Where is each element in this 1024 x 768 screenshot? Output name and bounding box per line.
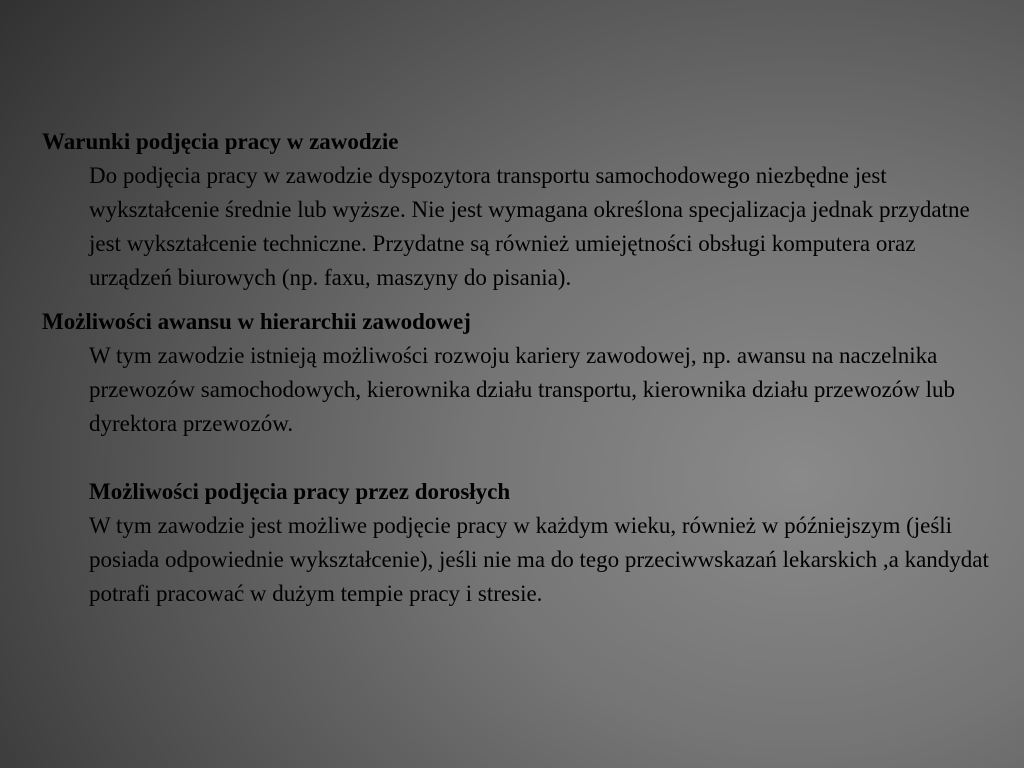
section-promotion	[42, 305, 992, 611]
subsection-body: W tym zawodzie jest możliwe podjęcie pracy w każdym wieku, również w późniejszym (jeśli posiada odpowiednie wykształcenie), jeśli nie ma do tego przeciwwskazań lekarskich ,a kandydat potrafi pracować w dużym tempie pracy i stresie.	[89, 513, 989, 606]
section-body: Do podjęcia pracy w zawodzie dyspozytora transportu samochodowego niezbędne jest wykształcenie średnie lub wyższe. Nie jest wymagana określona specjalizacja jednak przydatne jest wykształcenie techniczne. Przydatne są również umiejętności obsługi komputera oraz urządzeń biurowych (np. faxu, maszyny do pisania).	[89, 163, 970, 290]
slide-content	[42, 125, 992, 611]
subsection-heading: Możliwości podjęcia pracy przez dorosłych	[89, 479, 511, 504]
subsection-adult-employment	[89, 475, 992, 611]
section-heading: Warunki podjęcia pracy w zawodzie	[42, 129, 399, 154]
section-work-conditions	[42, 125, 992, 295]
section-heading: Możliwości awansu w hierarchii zawodowej	[42, 309, 471, 334]
section-body: W tym zawodzie istnieją możliwości rozwoju kariery zawodowej, np. awansu na naczelnika przewozów samochodowych, kierownika działu transportu, kierownika działu przewozów lub dyrektora przewozów.	[89, 343, 956, 436]
